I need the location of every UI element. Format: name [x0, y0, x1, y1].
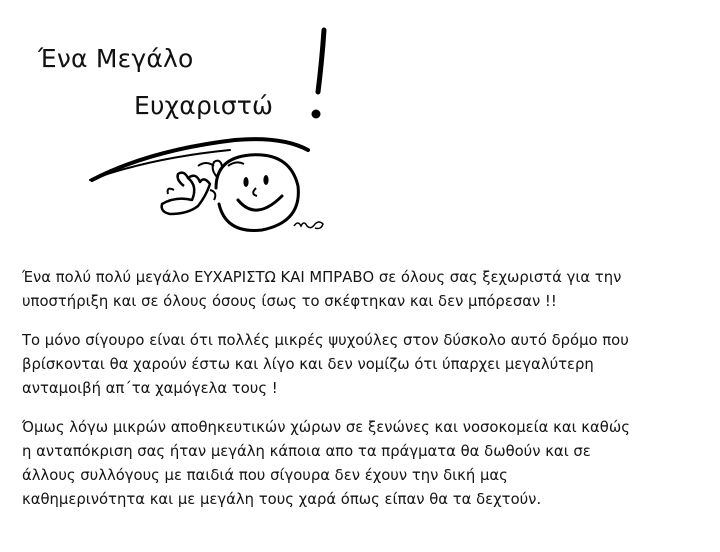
signature-mark	[294, 222, 323, 229]
hand	[162, 176, 210, 214]
title-line-1: Ένα Μεγάλο	[38, 44, 194, 73]
title-line-2: Ευχαριστώ	[134, 91, 274, 120]
right-eye	[263, 175, 268, 185]
message-body	[22, 266, 712, 527]
paragraph-smiles: Το μόνο σίγουρο είναι ότι πολλές μικρές ψυχούλες στον δύσκολο αυτό δρόμο που βρίσκονται θα χαρούν έστω και λίγο και δεν νομίζω ότι ύπαρχει μεγαλύτερη ανταμοιβή απ΄τα χαμόγελα τους !	[22, 332, 629, 397]
paragraph-thanks: Ένα πολύ πολύ μεγάλο ΕΥΧΑΡΙΣΤΩ ΚΑΙ ΜΠΡΑΒΟ σε όλους σας ξεχωριστά για την υποστήριξη και σε όλους όσους ίσως το σκέφτηκαν και δεν μπόρεσαν !!	[22, 269, 622, 310]
smiling-waving-kid-icon	[0, 0, 720, 250]
exclamation-dot	[312, 110, 321, 119]
mouth	[238, 196, 282, 210]
nose	[253, 188, 257, 196]
left-eye	[243, 177, 248, 187]
paragraph-storage: Όμως λόγω μικρών αποθηκευτικών χώρων σε ξενώνες και νοσοκομεία και καθώς η ανταπόκριση σας ήταν μεγάλη κάποια απο τα πράγματα θα δωθούν και σε άλλους συλλόγους με παιδιά που σίγουρα δεν έχουν την δική μας καθημερινότητα και με μεγάλη τους χαρά όπως είπαν θα τα δεχτούν.	[22, 419, 630, 508]
header-illustration	[0, 0, 720, 250]
exclamation-stroke	[318, 30, 324, 92]
